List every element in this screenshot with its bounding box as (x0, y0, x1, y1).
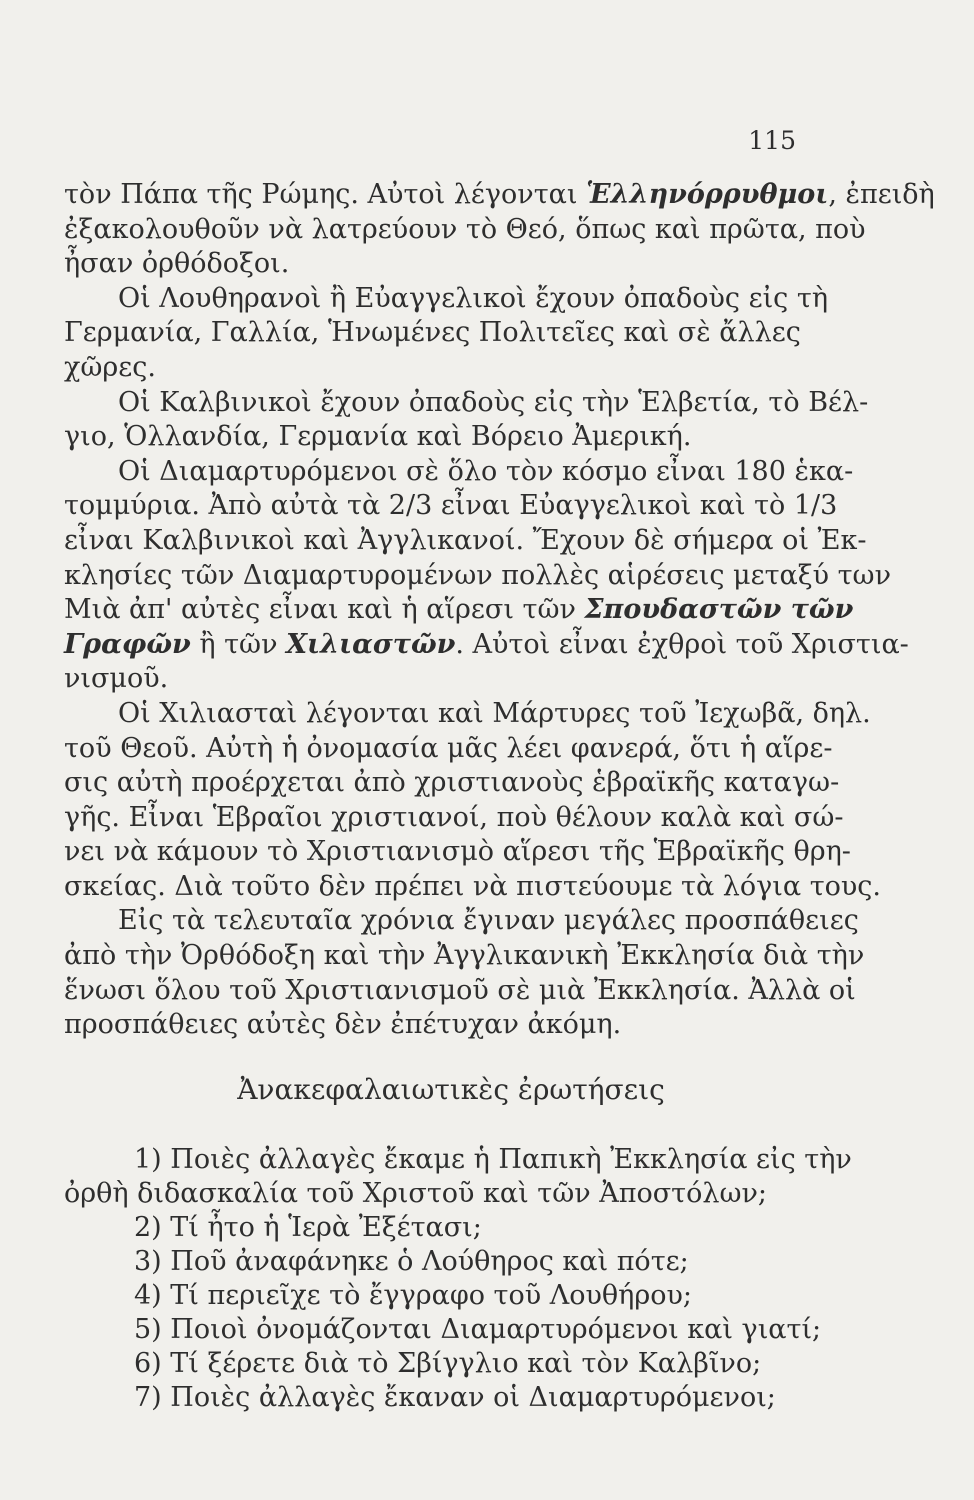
emphasis-term: Χιλιαστῶν (286, 628, 456, 660)
text-line: τομμύρια. Ἀπὸ αὐτὰ τὰ 2/3 εἶναι Εὐαγγελικοὶ καὶ τὸ 1/3 (64, 490, 838, 522)
text-line: τοῦ Θεοῦ. Αὐτὴ ἡ ὀνομασία μᾶς λέει φανερά, ὅτι ἡ αἵρε- (64, 732, 833, 764)
text-line: ἕνωσι ὅλου τοῦ Χριστιανισμοῦ σὲ μιὰ Ἐκκλησία. Ἀλλὰ οἱ (64, 974, 856, 1006)
body-text (64, 178, 935, 1415)
question-line: ὀρθὴ διδασκαλία τοῦ Χριστοῦ καὶ τῶν Ἀποστόλων; (64, 1177, 768, 1209)
text-line: Γραφῶν ἢ τῶν Χιλιαστῶν. Αὐτοὶ εἶναι ἐχθροὶ τοῦ Χριστια- (64, 628, 909, 660)
text-line: τὸν Πάπα τῆς Ρώμης. Αὐτοὶ λέγονται Ἑλληνόρρυθμοι, ἐπειδὴ (64, 179, 935, 210)
text-line: σκείας. Διὰ τοῦτο δὲν πρέπει νὰ πιστεύουμε τὰ λόγια τους. (64, 870, 882, 902)
text-line: προσπάθειες αὐτὲς δὲν ἐπέτυχαν ἀκόμη. (64, 1009, 622, 1041)
text-line: γῆς. Εἶναι Ἑβραῖοι χριστιανοί, ποὺ θέλουν καλὰ καὶ σώ- (64, 801, 844, 833)
text-line: εἶναι Καλβινικοὶ καὶ Ἀγγλικανοί. Ἔχουν δὲ σήμερα οἱ Ἐκ- (64, 524, 867, 556)
question-line: 7) Ποιὲς ἀλλαγὲς ἔκαναν οἱ Διαμαρτυρόμενοι; (134, 1381, 776, 1413)
text-line: σις αὐτὴ προέρχεται ἀπὸ χριστιανοὺς ἑβραϊκῆς καταγω- (64, 767, 840, 799)
question-line: 5) Ποιοὶ ὀνομάζονται Διαμαρτυρόμενοι καὶ γιατί; (134, 1313, 822, 1345)
text-line: ἀπὸ τὴν Ὀρθόδοξη καὶ τὴν Ἀγγλικανικὴ Ἐκκλησία διὰ τὴν (64, 940, 865, 972)
text-line: Γερμανία, Γαλλία, Ἡνωμένες Πολιτεῖες καὶ σὲ ἄλλες (64, 317, 801, 349)
text-line: Μιὰ ἀπ' αὐτὲς εἶναι καὶ ἡ αἵρεσι τῶν Σπουδαστῶν τῶν (64, 594, 854, 626)
paragraph-start-line: Οἱ Διαμαρτυρόμενοι σὲ ὅλο τὸν κόσμο εἶναι 180 ἑκα- (118, 455, 854, 487)
question-line: 1) Ποιὲς ἀλλαγὲς ἔκαμε ἡ Παπικὴ Ἐκκλησία εἰς τὴν (134, 1143, 852, 1175)
paragraph-start-line: Οἱ Καλβινικοὶ ἔχουν ὀπαδοὺς εἰς τὴν Ἑλβετία, τὸ Βέλ- (118, 386, 869, 418)
section-heading: Ἀνακεφαλαιωτικὲς ἐρωτήσεις (237, 1072, 665, 1106)
paragraph-start-line: Εἰς τὰ τελευταῖα χρόνια ἔγιναν μεγάλες προσπάθειες (118, 905, 859, 937)
question-line: 4) Τί περιεῖχε τὸ ἔγγραφο τοῦ Λουθήρου; (134, 1279, 692, 1311)
paragraph-start-line: Οἱ Χιλιασταὶ λέγονται καὶ Μάρτυρες τοῦ Ἰεχωβᾶ, δηλ. (118, 697, 871, 729)
emphasis-term: Σπουδαστῶν τῶν (584, 594, 854, 626)
emphasis-term: Γραφῶν (64, 628, 191, 660)
page-number: 115 (748, 126, 796, 155)
text-line: νει νὰ κάμουν τὸ Χριστιανισμὸ αἵρεσι τῆς Ἑβραϊκῆς θρη- (64, 836, 851, 868)
text-line: νισμοῦ. (64, 663, 169, 695)
text-line: ἦσαν ὀρθόδοξοι. (64, 248, 290, 280)
emphasis-term: Ἑλληνόρρυθμοι (586, 179, 829, 210)
paragraph-start-line: Οἱ Λουθηρανοὶ ἢ Εὐαγγελικοὶ ἔχουν ὀπαδοὺς εἰς τὴ (118, 282, 828, 314)
question-line: 2) Τί ἦτο ἡ Ἱερὰ Ἐξέτασι; (134, 1211, 482, 1243)
text-line: κλησίες τῶν Διαμαρτυρομένων πολλὲς αἱρέσεις μεταξύ των (64, 559, 891, 591)
text-line: ἐξακολουθοῦν νὰ λατρεύουν τὸ Θεό, ὅπως καὶ πρῶτα, ποὺ (64, 213, 866, 245)
question-line: 3) Ποῦ ἀναφάνηκε ὁ Λούθηρος καὶ πότε; (134, 1245, 689, 1277)
question-line: 6) Τί ξέρετε διὰ τὸ Σβίγγλιο καὶ τὸν Καλβῖνο; (134, 1347, 762, 1379)
text-line: χῶρες. (64, 351, 156, 383)
text-line: γιο, Ὁλλανδία, Γερμανία καὶ Βόρειο Ἀμερική. (64, 421, 692, 453)
